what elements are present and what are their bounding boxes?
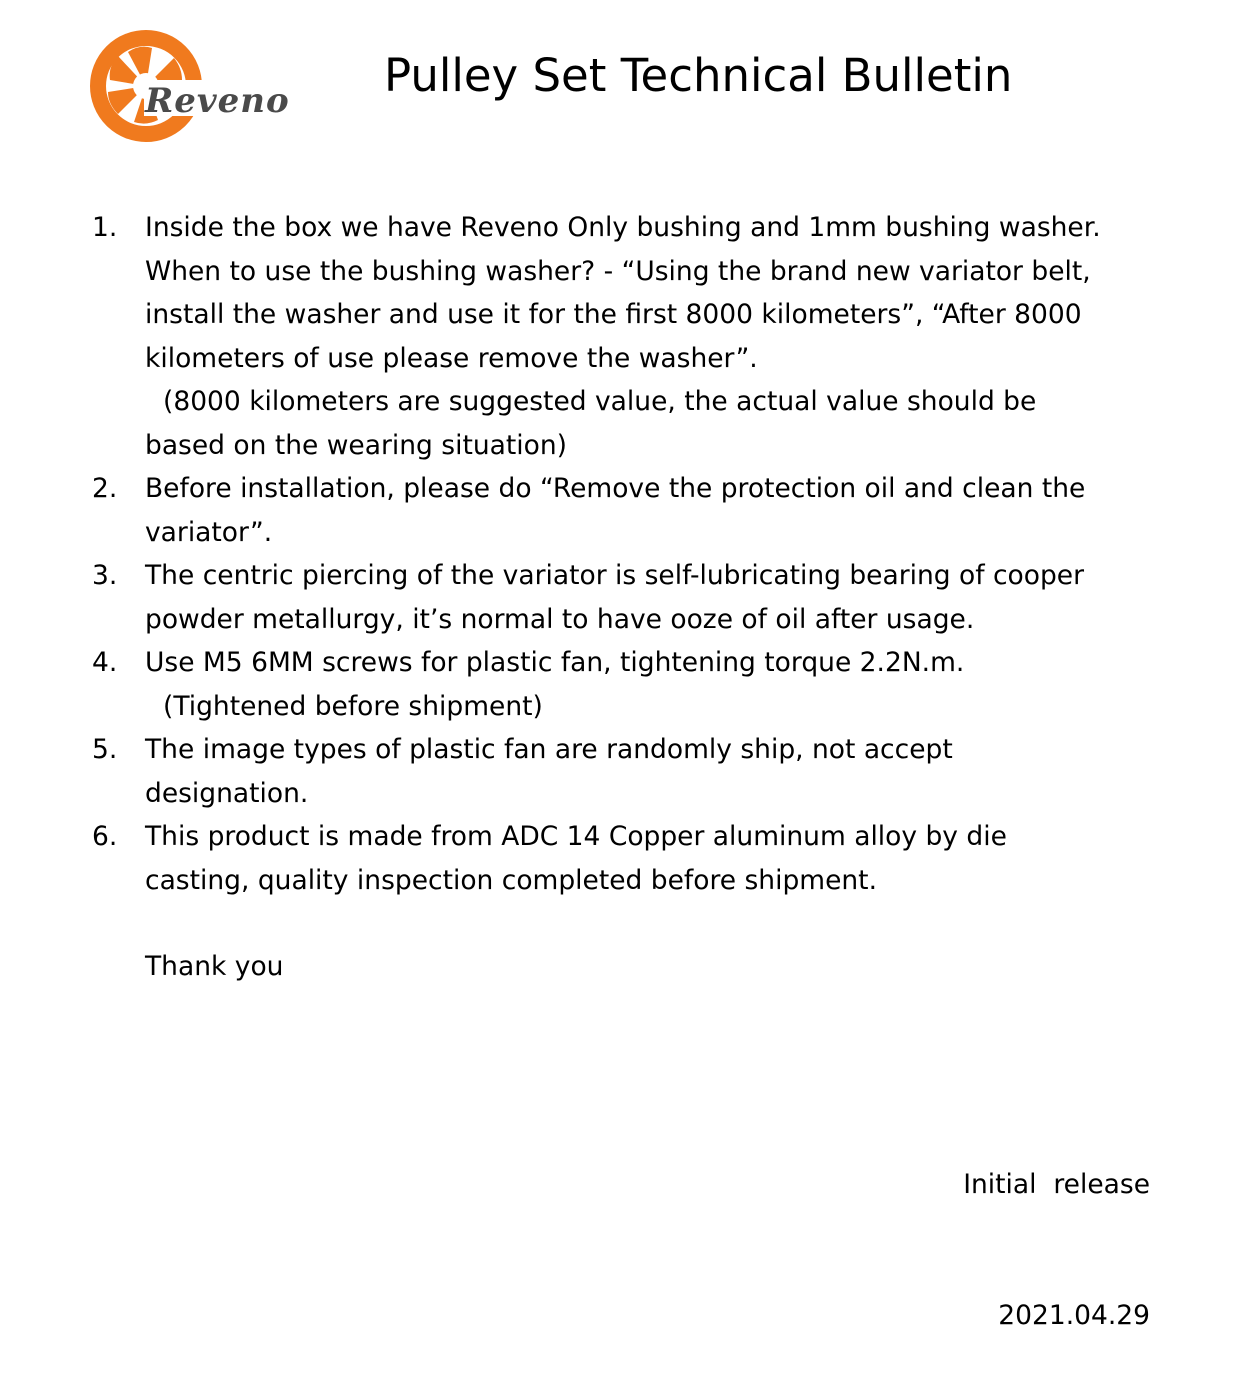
release-info <box>963 1076 1150 1381</box>
item-number: 5. <box>92 734 118 765</box>
release-label: Initial release <box>963 1169 1150 1200</box>
item-line: The image types of plastic fan are randomly ship, not accept <box>145 734 953 765</box>
item-line: kilometers of use please remove the washer”. <box>145 342 758 374</box>
reveno-logo <box>88 28 308 146</box>
item-body <box>145 815 1192 902</box>
item-line: Before installation, please do “Remove the protection oil and clean the <box>145 473 1086 504</box>
list-item <box>92 467 1192 554</box>
reveno-swirl-logo-icon <box>88 28 308 146</box>
item-line: based on the wearing situation) <box>145 429 567 461</box>
list-item <box>92 641 1192 728</box>
item-line: variator”. <box>145 516 273 548</box>
item-line: This product is made from ADC 14 Copper aluminum alloy by die <box>145 821 1007 852</box>
svg-text:Reveno: Reveno <box>145 81 290 121</box>
item-line: (8000 kilometers are suggested value, the actual value should be <box>163 386 1037 417</box>
item-line: The centric piercing of the variator is self-lubricating bearing of cooper <box>145 560 1085 591</box>
list-item <box>92 815 1192 902</box>
item-number: 4. <box>92 647 118 678</box>
item-line: (Tightened before shipment) <box>163 690 543 722</box>
item-body <box>145 206 1192 467</box>
item-line: Use M5 6MM screws for plastic fan, tightening torque 2.2N.m. <box>145 647 965 678</box>
list-item <box>92 554 1192 641</box>
release-date: 2021.04.29 <box>998 1299 1150 1331</box>
list-item <box>92 728 1192 815</box>
list-item <box>92 206 1192 467</box>
item-body <box>145 467 1192 554</box>
item-line: install the washer and use it for the first 8000 kilometers”, “After 8000 <box>145 299 1082 330</box>
item-body <box>145 554 1192 641</box>
item-body <box>145 728 1192 815</box>
item-number: 3. <box>92 560 118 591</box>
page-title: Pulley Set Technical Bulletin <box>384 49 1013 102</box>
closing-thanks: Thank you <box>145 951 284 982</box>
item-body <box>145 641 1192 728</box>
item-line: casting, quality inspection completed before shipment. <box>145 864 877 896</box>
item-number: 1. <box>92 212 118 243</box>
item-line: powder metallurgy, it’s normal to have ooze of oil after usage. <box>145 603 975 635</box>
bulletin-list <box>92 206 1192 902</box>
item-number: 6. <box>92 821 118 852</box>
item-line: Inside the box we have Reveno Only bushing and 1mm bushing washer. <box>145 212 1101 243</box>
item-number: 2. <box>92 473 118 504</box>
item-line: designation. <box>145 777 309 809</box>
item-line: When to use the bushing washer? - “Using the brand new variator belt, <box>145 255 1091 287</box>
